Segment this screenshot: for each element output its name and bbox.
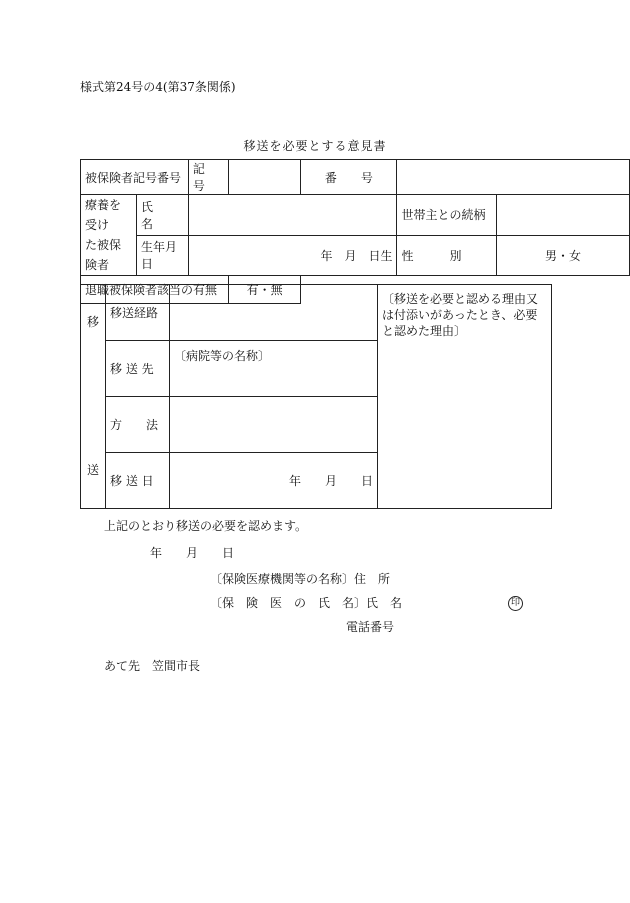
transfer-label-bottom: 送: [86, 463, 99, 477]
sex-label: 性 別: [397, 235, 497, 276]
institution-label: 〔保険医療機関等の名称〕住 所: [210, 572, 391, 586]
transfer-date-field[interactable]: 年 月 日: [170, 453, 378, 509]
method-field[interactable]: [170, 397, 378, 453]
date-label: 移 送 日: [106, 453, 170, 509]
birthdate-field[interactable]: 年 月 日生: [188, 235, 397, 276]
certification-date[interactable]: 年 月 日: [150, 546, 235, 560]
transfer-section-label: [81, 285, 106, 509]
seal-icon: 印: [508, 594, 523, 611]
patient-label: [81, 195, 137, 276]
name-label: 氏 名: [137, 195, 189, 236]
transfer-table: [80, 284, 552, 509]
route-field[interactable]: [170, 285, 378, 341]
birthdate-label: 生年月日: [137, 235, 189, 276]
patient-label-line1: 療養を受け: [85, 198, 122, 232]
symbol-label: 記 号: [188, 160, 228, 195]
retired-field[interactable]: 有・無: [228, 276, 301, 304]
page-title: 移送を必要とする意見書: [243, 139, 387, 153]
reason-label: 〔移送を必要と認める理由又は付添いがあったとき、必要と認めた理由〕: [382, 292, 539, 338]
retired-label: 退職被保険者該当の有無: [81, 276, 229, 304]
hospital-name-hint: 〔病院等の名称〕: [174, 349, 271, 363]
sex-field[interactable]: 男・女: [497, 235, 630, 276]
certification-statement: 上記のとおり移送の必要を認めます。: [104, 519, 308, 533]
name-field[interactable]: [188, 195, 397, 236]
relationship-field[interactable]: [497, 195, 630, 236]
relationship-label: 世帯主との続柄: [397, 195, 497, 236]
method-label: 方 法: [106, 397, 170, 453]
insured-info-table: [80, 159, 630, 304]
destination-field[interactable]: [170, 341, 378, 397]
symbol-number-label: 被保険者記号番号: [81, 160, 189, 195]
reason-field[interactable]: [378, 285, 552, 509]
transfer-label-top: 移: [86, 315, 99, 329]
route-label: 移送経路: [106, 285, 170, 341]
symbol-field[interactable]: [228, 160, 301, 195]
destination-label: 移 送 先: [106, 341, 170, 397]
phone-label: 電話番号: [346, 620, 395, 634]
patient-label-line2: た被保険者: [85, 238, 122, 272]
form-number: 様式第24号の4(第37条関係): [80, 80, 236, 94]
doctor-label: 〔保 険 医 の 氏 名〕氏 名: [210, 596, 403, 610]
number-field[interactable]: [397, 160, 630, 195]
addressee: あて先 笠間市長: [104, 659, 201, 673]
number-label: 番 号: [301, 160, 397, 195]
